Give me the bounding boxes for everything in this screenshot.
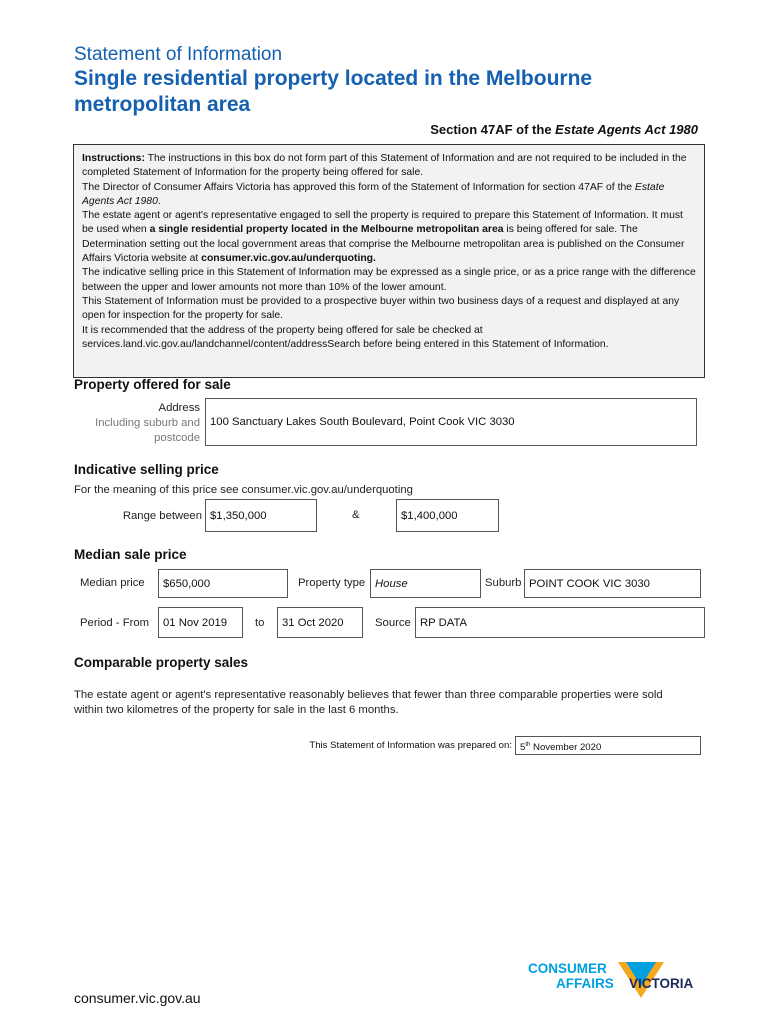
instructions-p2-act: Estate Agents Act 1980 [82,181,665,207]
prepared-label: This Statement of Information was prepared on: [309,740,512,751]
address-field[interactable]: 100 Sanctuary Lakes South Boulevard, Point Cook VIC 3030 [205,398,697,446]
logo-line-3: VICTORIA [629,976,694,991]
median-price-label: Median price [80,577,145,589]
section-ref-act: Estate Agents Act 1980 [555,122,698,137]
range-high-field[interactable]: $1,400,000 [396,499,499,532]
period-to-label: to [255,617,265,629]
instructions-box [73,144,705,378]
address-sublabel-2: postcode [154,432,200,444]
period-from-label: Period - From [80,617,150,629]
property-type-label: Property type [298,577,366,589]
instructions-paragraph-2 [82,181,696,210]
indicative-heading: Indicative selling price [74,462,219,477]
instructions-label: Instructions: [82,153,145,164]
indicative-note: For the meaning of this price see consumer.vic.gov.au/underquoting [74,484,413,496]
instructions-p1-text: The instructions in this box do not form part of this Statement of Information and are not required to be included in the completed Statement of Information for the property being offered for sale. [82,153,687,179]
median-heading: Median sale price [74,547,187,562]
instructions-p3-bold: a single residential property located in the Melbourne metropolitan area [149,224,504,236]
section-ref-prefix: Section 47AF of the [430,122,556,137]
source-label: Source [375,617,411,629]
instructions-p3-b: is being offered for sale. The Determination setting out the local government areas that comprise the Melbourne metropolitan area is published on the Consumer Affairs Victoria website at [82,224,685,265]
instructions-p3-a: The estate agent or agent's representative engaged to sell the property is required to prepare this Statement of Information. It must be used when [82,210,683,236]
prepared-day-suffix: th [525,742,531,748]
range-low-field[interactable]: $1,350,000 [205,499,317,532]
logo-line-1: CONSUMER [528,961,607,976]
address-label: Address [158,402,200,414]
footer-url[interactable]: consumer.vic.gov.au [74,990,201,1006]
address-sublabel-1: Including suburb and [95,417,200,429]
suburb-field[interactable]: POINT COOK VIC 3030 [524,569,701,598]
instructions-paragraph-6: It is recommended that the address of the property being offered for sale be checked at services.land.vic.gov.au/landchannel/content/addressSearch before being entered in this Statement of Information. [82,324,609,350]
section-reference [430,122,698,137]
address-label-group [80,401,200,446]
prepared-day: 5 [520,742,526,754]
prepared-date-field[interactable] [515,736,701,755]
document-title: Single residential property located in the Melbourne metropolitan area [74,67,593,116]
period-from-field[interactable]: 01 Nov 2019 [158,607,243,638]
instructions-paragraph-3 [82,209,696,266]
suburb-label: Suburb [485,577,522,589]
property-heading: Property offered for sale [74,377,231,392]
median-price-field[interactable]: $650,000 [158,569,288,598]
source-field[interactable]: RP DATA [415,607,705,638]
instructions-p2-end: . [157,195,161,207]
instructions-paragraph-4: The indicative selling price in this Statement of Information may be expressed as a single price, or as a price range with the difference between the upper and lower amounts not more than 10% of the lower amount. [82,267,696,293]
instructions-paragraph-5: This Statement of Information must be provided to a prospective buyer within two business days of a request and displayed at any open for inspection for the property for sale. [82,295,680,322]
range-ampersand: & [352,509,360,521]
instructions-p2-text: The Director of Consumer Affairs Victoria has approved this form of the Statement of Information for section 47AF of the [82,181,635,193]
logo-line-2: AFFAIRS [556,976,614,991]
instructions-paragraph-1 [82,152,696,181]
range-label: Range between [122,510,202,522]
prepared-month-year: November 2020 [530,742,602,754]
document-kicker: Statement of Information [74,44,283,65]
underquoting-link[interactable]: consumer.vic.gov.au/underquoting. [201,253,376,265]
logo-graphic [528,958,708,1008]
comparable-heading: Comparable property sales [74,655,249,670]
period-to-field[interactable]: 31 Oct 2020 [277,607,363,638]
property-type-field[interactable]: House [370,569,481,598]
comparable-text: The estate agent or agent's representative reasonably believes that fewer than three comparable properties were sold within two kilometres of the property for sale in the last 6 months. [74,689,663,716]
consumer-affairs-victoria-logo [528,958,708,1008]
